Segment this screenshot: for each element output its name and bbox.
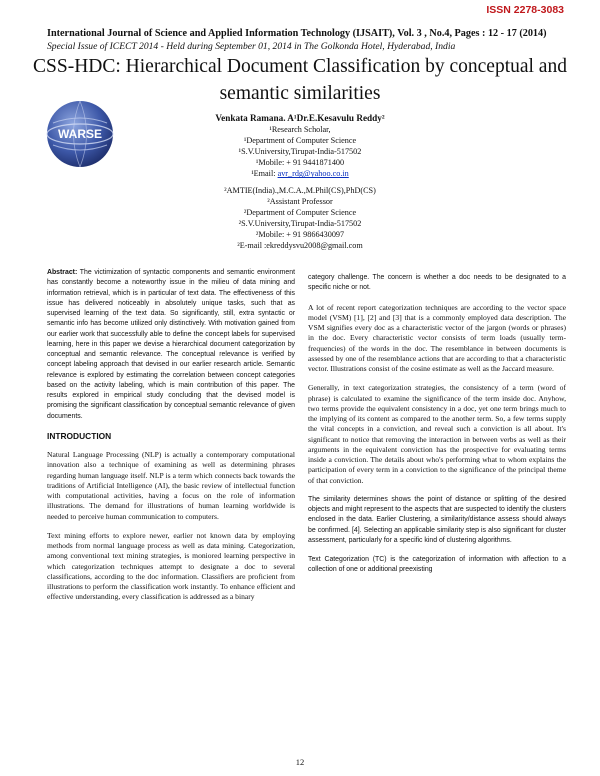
author-names: Venkata Ramana. A¹Dr.E.Kesavulu Reddy² <box>215 113 385 123</box>
right-paragraph-2: Generally, in text categorization strategies, the consistency of a term (word of phrase) is calculated to examine the significance of the term inside doc. Anyhow, two terms provide the equivalent consistency in a doc, yet one term brings much to the implying of its content as compared to the another term. So, a few terms supply the vital concepts in a conviction, and reveal such a conviction is all about. It's significant to notice that removing the interaction in between verbs as well as their arguments in the equivalent conviction has the prospective for evaluating terms inside a conviction. The details about who's performing what to whom explains the participation of every term in a conviction to the significance of the principal theme of that conviction. <box>308 383 566 485</box>
left-column <box>47 268 295 612</box>
affiliation-1 <box>180 124 420 179</box>
affiliation-2-line: ²E-mail :ekreddysvu2008@gmail.com <box>237 241 363 251</box>
affiliation-2-line: ²Assistant Professor <box>267 197 333 207</box>
warse-logo <box>43 97 117 171</box>
introduction-heading: INTRODUCTION <box>47 430 112 441</box>
right-paragraph-0: category challenge. The concern is whether a doc needs to be designated to a specific niche or not. <box>308 274 566 292</box>
paper-title: CSS-HDC: Hierarchical Document Classification by conceptual and semantic similarities <box>33 56 567 104</box>
affiliation-2-line: ²Department of Computer Science <box>243 208 357 218</box>
right-column <box>308 273 566 585</box>
issn-label: ISSN 2278-3083 <box>486 4 564 16</box>
email-prefix: ¹Email: <box>251 169 278 179</box>
right-paragraph-3: The similarity determines shows the point of distance or splitting of the desired objects and might represent to the aspects that are suspected to identify the clusters enclosed in the data. Earlier Clustering, a similarity/distance assess should always be confirmed. [4]. Selecting an applicable similarity step is also significant for cluster assessment, particularly for a specific kind of clustering algorithms. <box>308 495 566 544</box>
intro-paragraph-1: Natural Language Processing (NLP) is actually a contemporary computational innovation also a technique of examining as well as determining phrases regarding human language itself. NLP is a term which connects back towards the traditions of Artificial Intelligence (AI), the basic review of intellectual function with computational activities, having a focus on the role of information illustrations. The demand for illustrations of human learning worldwide is needed to perceive human communication to computers. <box>47 450 295 521</box>
intro-paragraph-2: Text mining efforts to explore newer, earlier not known data by employing methods from normal language process as well as data mining. Categorization, among conventional text mining strategies, is moniored learning perspective in which categorization techniques attempt to designate a doc to several classifications, according to the doc information. Classifiers are proficient from illustrations to perform the classification work instantly. To enhance efficient and effective understanding, every classification is addressed as a binary <box>47 530 295 602</box>
journal-header: International Journal of Science and Applied Information Technology (IJSAIT), Vol. 3 , No.4, Pages : 12 - 17 (2014) <box>47 28 547 39</box>
right-paragraph-1: A lot of recent report categorization techniques are according to the vector space model (VSM) [1], [2] and [3] that is a commonly employed data description. The VSM signifies every doc as a characteristic vector of the jargon (words or phrases) in the doc. Every characteristic vector consists of term loads (usually term-frequencies) of the words in the doc. The resemblance in between documents is assessed by one of the resemblance actions that are according to that a characteristic vector. Illustrations consist of the cosine estimate as well as the Jaccard measure. <box>308 302 566 373</box>
email-line <box>180 168 420 179</box>
right-paragraph-4: Text Categorization (TC) is the categorization of information with affection to a collection of one or additional preexisting <box>308 556 566 574</box>
affiliation-2-line: ²Mobile: + 91 9866430097 <box>255 230 345 240</box>
special-issue-line: Special Issue of ICECT 2014 - Held during September 01, 2014 in The Golkonda Hotel, Hyderabad, India <box>47 41 456 52</box>
affiliation-2-line: ²AMTIE(India).,M.C.A.,M.Phil(CS),PhD(CS) <box>224 186 376 195</box>
affiliation-2 <box>180 185 420 252</box>
affiliation-2-line: ²S.V.University,Tirupat-India-517502 <box>238 219 362 229</box>
affiliation-1-line: ¹S.V.University,Tirupat-India-517502 <box>238 147 362 157</box>
affiliation-1-line: ¹Department of Computer Science <box>243 136 357 146</box>
email-link[interactable]: avr_rdg@yahoo.co.in <box>277 169 349 179</box>
logo-text: WARSE <box>57 127 103 141</box>
abstract-text: The victimization of syntactic components and semantic environment has constantly become a noteworthy issue in the milieu of data mining and information retrieval, which is in particular of text data. The effectiveness of this issue has delivered noticeably in absolutely unique tasks, such that as supervised learning of the text data. So significantly, still, extra syntactic or semantic info has become utilized only distinctively. With motivation gained from our earlier work that successfully able to define the concept labels for supervised learning, here in this paper we devise a hierarchical document categorization by conceptual and semantic relevance. The conceptual relevance is verified by concept labeling approach that devised in our earlier research article. Semantic relevance is explored by estimating the correlation between concept categories based on the activity labeling, which is main contribution of this paper. The results explored in empirical study concluding that the devised model is promising the significant classification by conceptual semantic relevance of given documents. <box>47 269 295 420</box>
abstract-label: Abstract: <box>47 269 78 276</box>
page-number: 12 <box>295 757 305 767</box>
abstract <box>47 268 295 422</box>
affiliation-1-line: ¹Research Scholar, <box>269 125 331 134</box>
affiliation-1-line: ¹Mobile: + 91 9441871400 <box>255 158 345 168</box>
